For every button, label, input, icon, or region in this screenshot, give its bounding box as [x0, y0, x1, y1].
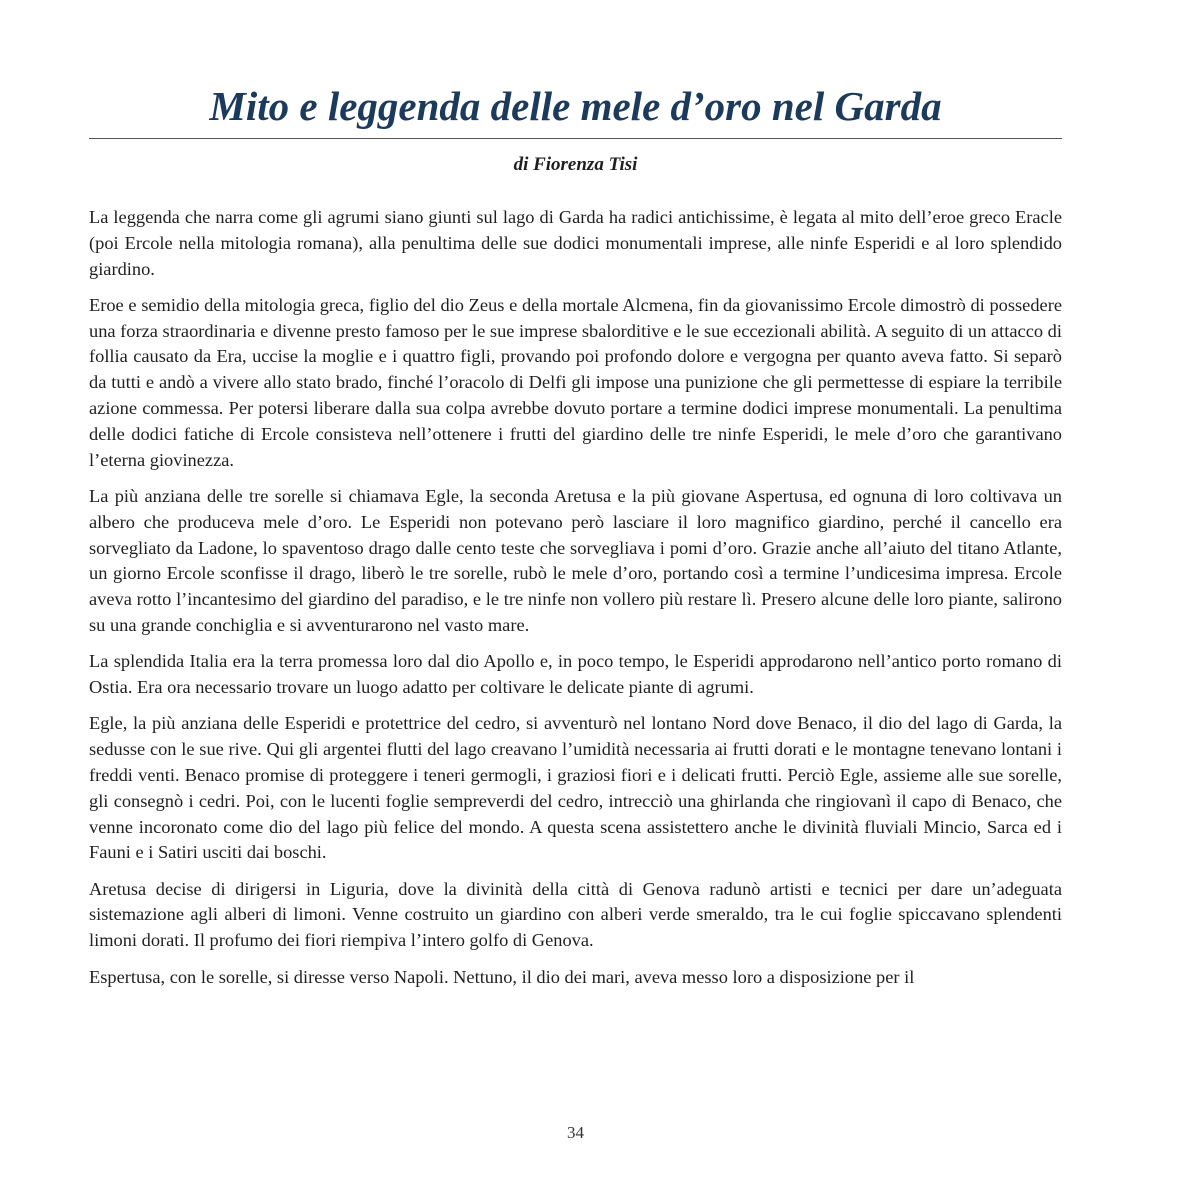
author-byline: di Fiorenza Tisi: [513, 154, 638, 175]
paragraph-4: La splendida Italia era la terra promessa loro dal dio Apollo e, in poco tempo, le Esperidi approdarono nell’antico porto romano di Ostia. Era ora necessario trovare un luogo adatto per coltivare le delicate piante di agrumi.: [89, 651, 1062, 698]
document-page: [89, 0, 1062, 1181]
paragraph-5: Egle, la più anziana delle Esperidi e protettrice del cedro, si avventurò nel lontano Nord dove Benaco, il dio del lago di Garda, la sedusse con le sue rive. Qui gli argentei flutti del lago creavano l’umidità necessaria ai frutti dorati e le montagne tenevano lontani i freddi venti. Benaco promise di proteggere i teneri germogli, i graziosi fiori e i delicati frutti. Perciò Egle, assieme alle sue sorelle, gli consegnò i cedri. Poi, con le lucenti foglie sempreverdi del cedro, intrecciò una ghirlanda che ringiovanì il capo di Benaco, che venne incoronato come dio del lago più felice del mondo. A questa scena assistettero anche le divinità fluviali Mincio, Sarca ed i Fauni e i Satiri usciti dai boschi.: [89, 713, 1062, 863]
paragraph-3: La più anziana delle tre sorelle si chiamava Egle, la seconda Aretusa e la più giovane Aspertusa, ed ognuna di loro coltivava un albero che produceva mele d’oro. Le Esperidi non potevano però lasciare il loro magnifico giardino, perché il cancello era sorvegliato da Ladone, lo spaventoso drago dalle cento teste che sorvegliava i pomi d’oro. Grazie anche all’aiuto del titano Atlante, un giorno Ercole sconfisse il drago, liberò le tre sorelle, rubò le mele d’oro, portando così a termine l’undicesima impresa. Ercole aveva rotto l’incantesimo del giardino del paradiso, e le tre ninfe non vollero più restare lì. Presero alcune delle loro piante, salirono su una grande conchiglia e si avventurarono nel vasto mare.: [89, 485, 1062, 635]
article-body: [89, 205, 1062, 1001]
paragraph-6: Aretusa decise di dirigersi in Liguria, dove la divinità della città di Genova radunò artisti e tecnici per dare un’adeguata sistemazione agli alberi di limoni. Venne costruito un giardino con alberi verde smeraldo, tra le cui foglie spiccavano splendenti limoni dorati. Il profumo dei fiori riempiva l’intero golfo di Genova.: [89, 878, 1062, 951]
article-title: Mito e leggenda delle mele d’oro nel Garda: [209, 83, 942, 129]
paragraph-2: Eroe e semidio della mitologia greca, figlio del dio Zeus e della mortale Alcmena, fin da giovanissimo Ercole dimostrò di possedere una forza straordinaria e divenne presto famoso per le sue imprese sbalorditive e le sue eccezionali abilità. A seguito di un attacco di follia causato da Era, uccise la moglie e i quattro figli, provando poi profondo dolore e vergogna per quanto aveva fatto. Si separò da tutti e andò a vivere allo stato brado, finché l’oracolo di Delfi gli impose una punizione che gli permettesse di espiare la terribile azione commessa. Per potersi liberare dalla sua colpa avrebbe dovuto portare a termine dodici imprese monumentali. La penultima delle dodici fatiche di Ercole consisteva nell’ottenere i frutti del giardino delle tre ninfe Esperidi, le mele d’oro che garantivano l’eterna giovinezza.: [89, 294, 1062, 470]
paragraph-7: Espertusa, con le sorelle, si diresse verso Napoli. Nettuno, il dio dei mari, aveva messo loro a disposizione per il: [89, 966, 915, 987]
page-number: 34: [567, 1123, 584, 1142]
title-divider: [89, 138, 1062, 139]
paragraph-1: La leggenda che narra come gli agrumi siano giunti sul lago di Garda ha radici antichissime, è legata al mito dell’eroe greco Eracle (poi Ercole nella mitologia romana), alla penultima delle sue dodici monumentali imprese, alle ninfe Esperidi e al loro splendido giardino.: [89, 207, 1062, 279]
